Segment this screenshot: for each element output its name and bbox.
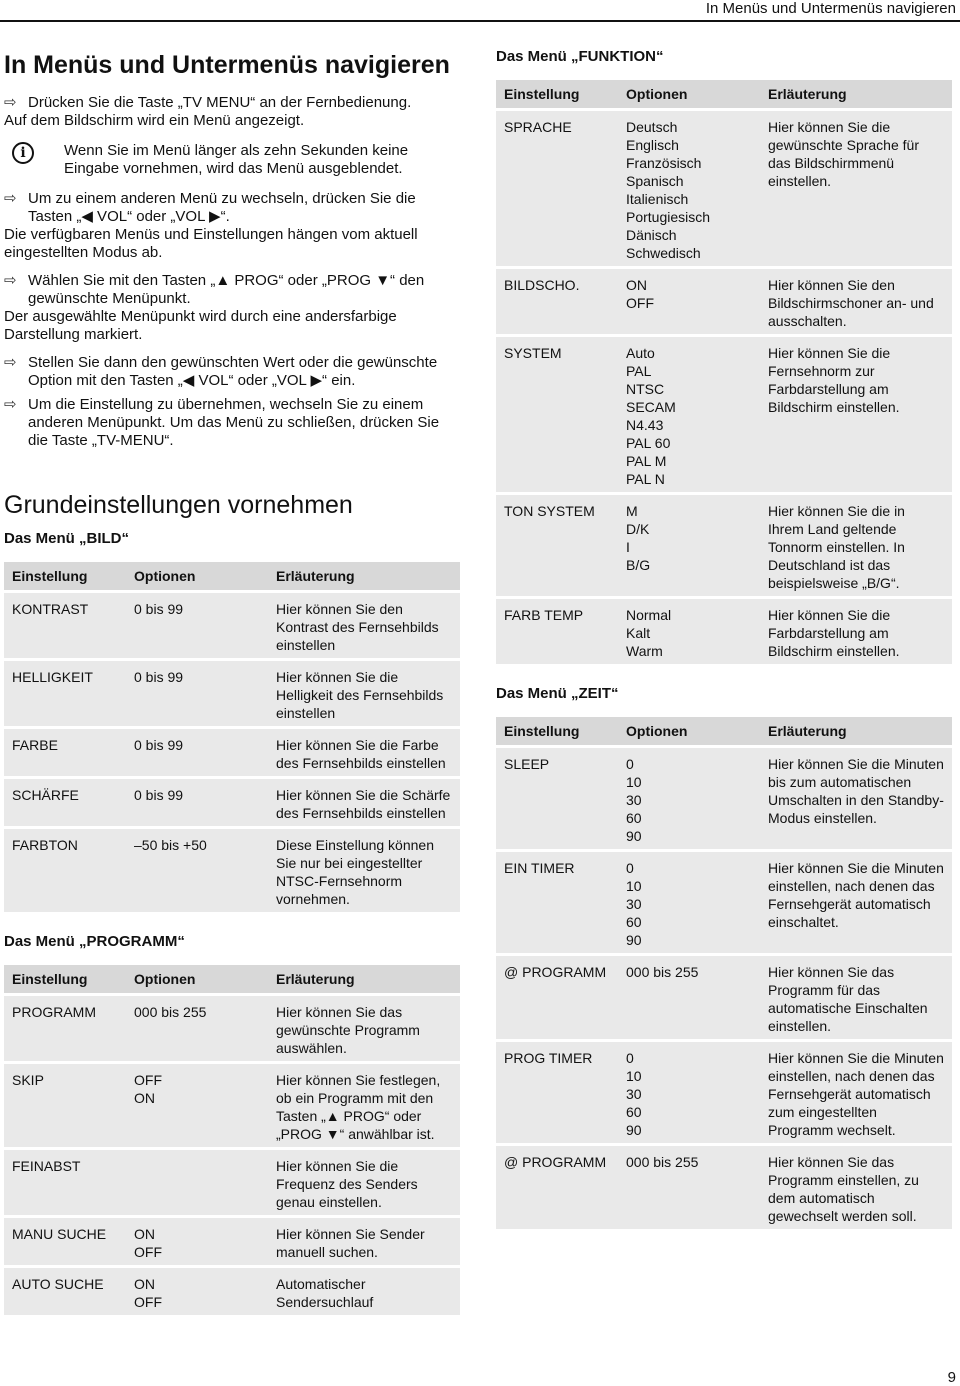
cell-options: ON OFF — [618, 269, 760, 334]
cell-setting: TON SYSTEM — [496, 495, 618, 596]
cell-options: 000 bis 255 — [126, 996, 268, 1061]
bild-menu-title: Das Menü „BILD“ — [4, 530, 130, 547]
zeit-menu-title: Das Menü „ZEIT“ — [496, 685, 619, 702]
basic-settings-heading: Grundeinstellungen vornehmen — [4, 491, 353, 519]
step-4 — [4, 354, 460, 390]
table-row — [496, 1042, 952, 1143]
step-4-text: Stellen Sie dann den gewünschten Wert oder die gewünschte Option mit den Tasten „◀ VOL“ oder „VOL ▶“ ein. — [28, 354, 438, 389]
cell-options: 000 bis 255 — [618, 956, 760, 1039]
cell-setting: FEINABST — [4, 1150, 126, 1215]
cell-setting: MANU SUCHE — [4, 1218, 126, 1265]
table-row — [4, 1150, 460, 1215]
cell-setting: SCHÄRFE — [4, 779, 126, 826]
cell-explanation: Hier können Sie die Fernsehnorm zur Farbdarstellung am Bildschirm einstellen. — [760, 337, 952, 492]
table-row — [4, 729, 460, 776]
cell-options: Normal Kalt Warm — [618, 599, 760, 664]
table-row — [496, 111, 952, 266]
table-row — [4, 661, 460, 726]
cell-setting: PROG TIMER — [496, 1042, 618, 1143]
table-row — [4, 996, 460, 1061]
cell-explanation: Hier können Sie die Minuten einstellen, nach denen das Fernsehgerät automatisch zum eingestellten Programm wechselt. — [760, 1042, 952, 1143]
cell-options: 0 bis 99 — [126, 779, 268, 826]
step-2-result: Die verfügbaren Menüs und Einstellungen hängen vom aktuell eingestellten Modus ab. — [4, 226, 418, 261]
col-setting: Einstellung — [4, 562, 126, 590]
funktion-menu-title: Das Menü „FUNKTION“ — [496, 48, 664, 65]
programm-table — [4, 962, 460, 1318]
cell-explanation: Hier können Sie das Programm für das automatische Einschalten einstellen. — [760, 956, 952, 1039]
table-row — [496, 852, 952, 953]
cell-explanation: Hier können Sie das gewünschte Programm auswählen. — [268, 996, 460, 1061]
info-note — [4, 142, 460, 178]
step-1-text: Drücken Sie die Taste „TV MENU“ an der Fernbedienung. — [28, 94, 412, 111]
table-row — [4, 1218, 460, 1265]
running-header: In Menüs und Untermenüs navigieren — [705, 0, 956, 17]
step-3 — [4, 272, 460, 308]
col-options: Optionen — [618, 717, 760, 745]
table-row — [496, 748, 952, 849]
table-header-row — [496, 717, 952, 745]
cell-explanation: Hier können Sie die Minuten bis zum automatischen Umschalten in den Standby-Modus einstellen. — [760, 748, 952, 849]
arrow-right-icon: ⇨ — [4, 396, 17, 413]
step-2-text: Um zu einem anderen Menü zu wechseln, drücken Sie die Tasten „◀ VOL“ oder „VOL ▶“. — [28, 190, 416, 225]
bild-table — [4, 559, 460, 915]
arrow-right-icon: ⇨ — [4, 94, 17, 111]
step-5 — [4, 396, 460, 450]
col-explanation: Erläuterung — [760, 80, 952, 108]
cell-options: Auto PAL NTSC SECAM N4.43 PAL 60 PAL M PAL N — [618, 337, 760, 492]
arrow-right-icon: ⇨ — [4, 272, 17, 289]
table-header-row — [4, 562, 460, 590]
cell-options: Deutsch Englisch Französisch Spanisch Italienisch Portugiesisch Dänisch Schwedisch — [618, 111, 760, 266]
step-5-text: Um die Einstellung zu übernehmen, wechseln Sie zu einem anderen Menüpunkt. Um das Menü zu schließen, drücken Sie die Taste „TV-MENU“. — [28, 396, 440, 449]
col-explanation: Erläuterung — [268, 562, 460, 590]
cell-explanation: Diese Einstellung können Sie nur bei eingestellter NTSC-Fernsehnorm vornehmen. — [268, 829, 460, 912]
table-header-row — [496, 80, 952, 108]
cell-explanation: Hier können Sie das Programm einstellen, zu dem automatisch gewechselt werden soll. — [760, 1146, 952, 1229]
step-3-result: Der ausgewählte Menüpunkt wird durch eine andersfarbige Darstellung markiert. — [4, 308, 397, 343]
cell-setting: SLEEP — [496, 748, 618, 849]
cell-explanation: Hier können Sie die in Ihrem Land geltende Tonnorm einstellen. In Deutschland ist das beispielsweise „B/G“. — [760, 495, 952, 596]
cell-setting: HELLIGKEIT — [4, 661, 126, 726]
right-column — [496, 44, 952, 1240]
cell-options: 0 bis 99 — [126, 729, 268, 776]
cell-setting: AUTO SUCHE — [4, 1268, 126, 1315]
cell-explanation: Hier können Sie die Schärfe des Fernsehbilds einstellen — [268, 779, 460, 826]
cell-explanation: Hier können Sie die Farbe des Fernsehbilds einstellen — [268, 729, 460, 776]
cell-options: 0 10 30 60 90 — [618, 748, 760, 849]
step-1-result: Auf dem Bildschirm wird ein Menü angezeigt. — [4, 112, 305, 129]
step-3-text: Wählen Sie mit den Tasten „▲ PROG“ oder „PROG ▼“ den gewünschte Menüpunkt. — [28, 272, 425, 307]
cell-setting: SYSTEM — [496, 337, 618, 492]
table-row — [4, 1268, 460, 1315]
cell-explanation: Hier können Sie Sender manuell suchen. — [268, 1218, 460, 1265]
arrow-right-icon: ⇨ — [4, 354, 17, 371]
table-row — [496, 1146, 952, 1229]
cell-explanation: Hier können Sie die Helligkeit des Fernsehbilds einstellen — [268, 661, 460, 726]
info-icon: i — [4, 142, 64, 178]
cell-explanation: Hier können Sie die Farbdarstellung am Bildschirm einstellen. — [760, 599, 952, 664]
cell-options: –50 bis +50 — [126, 829, 268, 912]
cell-setting: @ PROGRAMM — [496, 1146, 618, 1229]
cell-options: M D/K I B/G — [618, 495, 760, 596]
arrow-right-icon: ⇨ — [4, 190, 17, 207]
col-explanation: Erläuterung — [268, 965, 460, 993]
cell-explanation: Hier können Sie den Kontrast des Fernsehbilds einstellen — [268, 593, 460, 658]
col-options: Optionen — [126, 562, 268, 590]
cell-setting: SKIP — [4, 1064, 126, 1147]
cell-setting: PROGRAMM — [4, 996, 126, 1061]
cell-explanation: Hier können Sie die Frequenz des Senders genau einstellen. — [268, 1150, 460, 1215]
col-explanation: Erläuterung — [760, 717, 952, 745]
table-row — [4, 1064, 460, 1147]
cell-explanation: Hier können Sie festlegen, ob ein Programm mit den Tasten „▲ PROG“ oder „PROG ▼“ anwählbar ist. — [268, 1064, 460, 1147]
page-number: 9 — [947, 1369, 956, 1386]
table-row — [4, 593, 460, 658]
cell-setting: KONTRAST — [4, 593, 126, 658]
cell-setting: FARB TEMP — [496, 599, 618, 664]
cell-options — [126, 1150, 268, 1215]
cell-explanation: Hier können Sie die Minuten einstellen, nach denen das Fernsehgerät automatisch einschaltet. — [760, 852, 952, 953]
cell-explanation: Hier können Sie den Bildschirmschoner an- und ausschalten. — [760, 269, 952, 334]
cell-options: ON OFF — [126, 1268, 268, 1315]
table-row — [4, 779, 460, 826]
cell-options: 000 bis 255 — [618, 1146, 760, 1229]
cell-options: 0 bis 99 — [126, 593, 268, 658]
col-setting: Einstellung — [496, 80, 618, 108]
funktion-table — [496, 77, 952, 667]
cell-options: 0 10 30 60 90 — [618, 1042, 760, 1143]
step-2 — [4, 190, 460, 226]
cell-options: ON OFF — [126, 1218, 268, 1265]
cell-setting: SPRACHE — [496, 111, 618, 266]
table-header-row — [4, 965, 460, 993]
cell-setting: EIN TIMER — [496, 852, 618, 953]
cell-explanation: Hier können Sie die gewünschte Sprache für das Bildschirmmenü einstellen. — [760, 111, 952, 266]
cell-setting: BILDSCHO. — [496, 269, 618, 334]
programm-menu-title: Das Menü „PROGRAMM“ — [4, 933, 185, 950]
col-options: Optionen — [618, 80, 760, 108]
table-row — [496, 337, 952, 492]
table-row — [496, 269, 952, 334]
col-options: Optionen — [126, 965, 268, 993]
cell-setting: @ PROGRAMM — [496, 956, 618, 1039]
cell-explanation: Automatischer Sendersuchlauf — [268, 1268, 460, 1315]
left-column — [4, 44, 460, 1326]
info-text: Wenn Sie im Menü länger als zehn Sekunden keine Eingabe vornehmen, wird das Menü ausgeblendet. — [64, 142, 409, 177]
col-setting: Einstellung — [4, 965, 126, 993]
cell-setting: FARBE — [4, 729, 126, 776]
table-row — [496, 956, 952, 1039]
cell-options: 0 10 30 60 90 — [618, 852, 760, 953]
cell-options: OFF ON — [126, 1064, 268, 1147]
step-1 — [4, 94, 460, 112]
cell-options: 0 bis 99 — [126, 661, 268, 726]
table-row — [4, 829, 460, 912]
table-row — [496, 495, 952, 596]
header-rule — [0, 20, 960, 22]
zeit-table — [496, 714, 952, 1232]
cell-setting: FARBTON — [4, 829, 126, 912]
nav-heading: In Menüs und Untermenüs navigieren — [4, 51, 450, 79]
table-row — [496, 599, 952, 664]
col-setting: Einstellung — [496, 717, 618, 745]
